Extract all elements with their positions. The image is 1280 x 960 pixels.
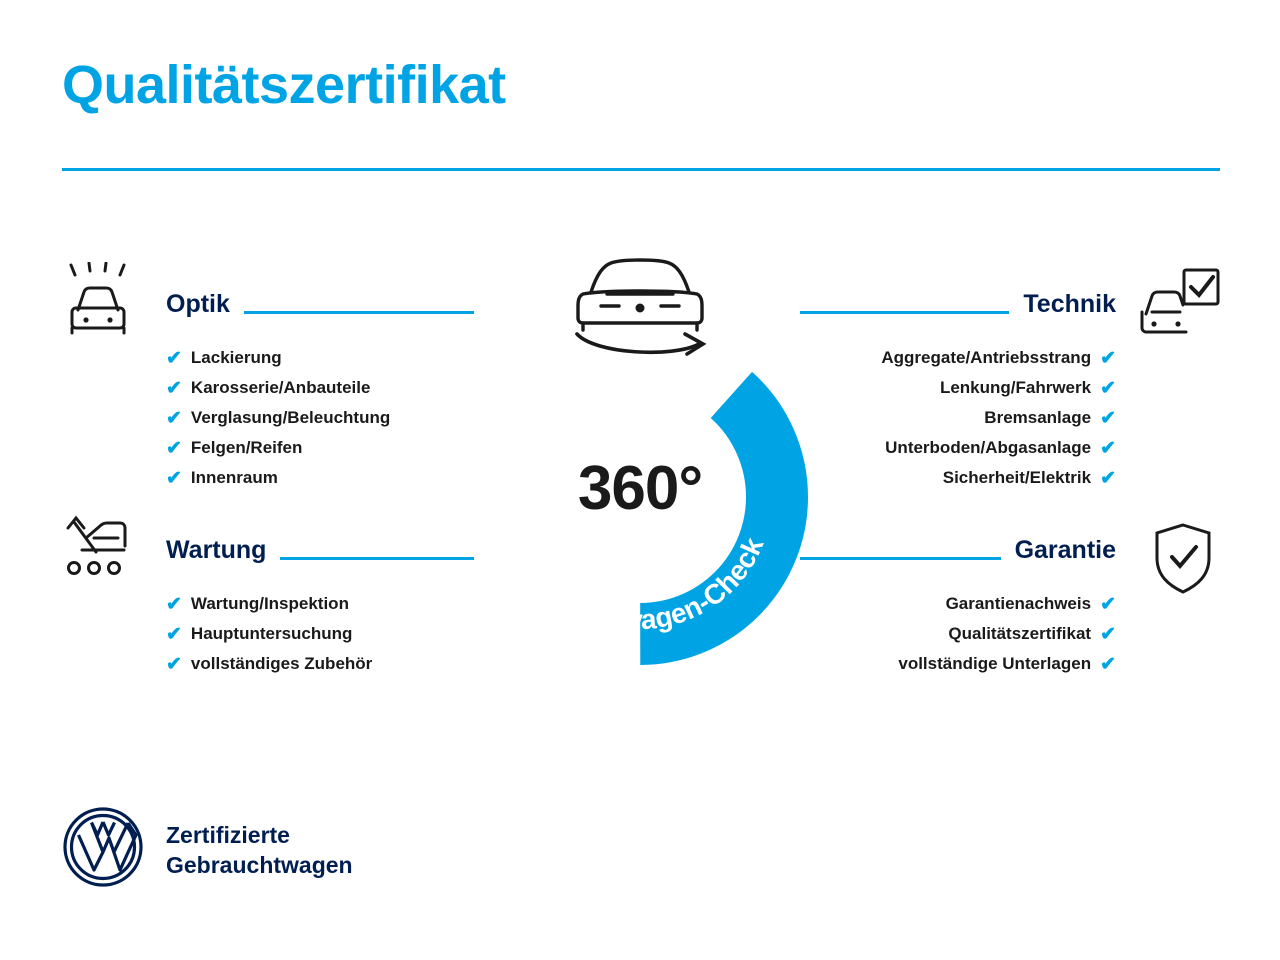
list-item-label: Unterboden/Abgasanlage [885, 438, 1092, 457]
list-item [800, 373, 1116, 403]
block-garantie [800, 538, 1116, 695]
car-checklist-icon [1140, 266, 1222, 341]
block-technik-rule [800, 311, 1009, 314]
list-item [166, 589, 474, 619]
svg-text:Gebrauchtwagen-Check: Gebrauchtwagen-Check [510, 532, 770, 636]
list-item [166, 433, 474, 463]
check-icon: ✔ [1100, 593, 1116, 615]
block-wartung-title: Wartung [166, 536, 267, 564]
list-item [800, 619, 1116, 649]
list-item [166, 373, 474, 403]
check-icon: ✔ [1100, 377, 1116, 399]
check-icon: ✔ [166, 653, 182, 675]
block-technik-title: Technik [1023, 290, 1116, 318]
block-garantie-list [800, 589, 1116, 679]
shield-check-icon [1152, 522, 1214, 601]
list-item-label: Karosserie/Anbauteile [190, 378, 371, 397]
block-garantie-title: Garantie [1014, 536, 1116, 564]
block-technik [800, 292, 1116, 509]
vw-logo-icon [62, 806, 144, 893]
check-icon: ✔ [166, 437, 182, 459]
page-title: Qualitätszertifikat [62, 55, 506, 115]
block-wartung [166, 538, 474, 695]
list-item [800, 433, 1116, 463]
list-item-label: Wartung/Inspektion [190, 594, 349, 613]
block-wartung-rule [280, 557, 474, 560]
list-item-label: Sicherheit/Elektrik [942, 468, 1092, 487]
list-item-label: Innenraum [190, 468, 278, 487]
check-icon: ✔ [1100, 467, 1116, 489]
check-icon: ✔ [1100, 653, 1116, 675]
check-icon: ✔ [166, 593, 182, 615]
block-garantie-rule [800, 557, 1001, 560]
block-wartung-header [166, 538, 474, 567]
badge-360-value: 360° [577, 453, 703, 523]
block-optik-header [166, 292, 474, 321]
block-optik-rule [244, 311, 474, 314]
car-lift-service-icon [62, 512, 146, 589]
block-optik-list [166, 343, 474, 493]
block-wartung-list [166, 589, 474, 679]
list-item-label: Garantienachweis [945, 594, 1092, 613]
list-item-label: Bremsanlage [984, 408, 1092, 427]
footer-line-2: Gebrauchtwagen [166, 851, 353, 878]
list-item [166, 403, 474, 433]
list-item-label: vollständige Unterlagen [898, 654, 1092, 673]
check-icon: ✔ [1100, 437, 1116, 459]
list-item-label: Aggregate/Antriebsstrang [881, 348, 1092, 367]
list-item [166, 463, 474, 493]
list-item [800, 463, 1116, 493]
block-garantie-header [800, 538, 1116, 567]
check-icon: ✔ [166, 623, 182, 645]
block-optik [166, 292, 474, 509]
footer-line-1: Zertifizierte [166, 821, 290, 848]
check-icon: ✔ [166, 377, 182, 399]
list-item [800, 589, 1116, 619]
list-item [800, 403, 1116, 433]
list-item [800, 649, 1116, 679]
list-item [166, 619, 474, 649]
check-icon: ✔ [166, 347, 182, 369]
list-item-label: Hauptuntersuchung [190, 624, 353, 643]
list-item-label: Verglasung/Beleuchtung [190, 408, 391, 427]
footer-text [166, 820, 353, 880]
list-item-label: Lackierung [190, 348, 282, 367]
title-divider [62, 168, 1220, 171]
car-wash-icon [62, 262, 144, 345]
car-rotate-360-icon [555, 248, 725, 370]
check-icon: ✔ [1100, 347, 1116, 369]
list-item [166, 343, 474, 373]
check-icon: ✔ [1100, 623, 1116, 645]
list-item-label: Qualitätszertifikat [948, 624, 1092, 643]
check-icon: ✔ [1100, 407, 1116, 429]
list-item-label: Lenkung/Fahrwerk [939, 378, 1092, 397]
footer-brand [62, 806, 353, 893]
list-item [166, 649, 474, 679]
gebrauchtwagen-check-badge [463, 320, 817, 674]
list-item-label: vollständiges Zubehör [190, 654, 373, 673]
block-technik-list [800, 343, 1116, 493]
block-optik-title: Optik [166, 290, 230, 318]
list-item [800, 343, 1116, 373]
check-icon: ✔ [166, 467, 182, 489]
block-technik-header [800, 292, 1116, 321]
list-item-label: Felgen/Reifen [190, 438, 303, 457]
check-icon: ✔ [166, 407, 182, 429]
